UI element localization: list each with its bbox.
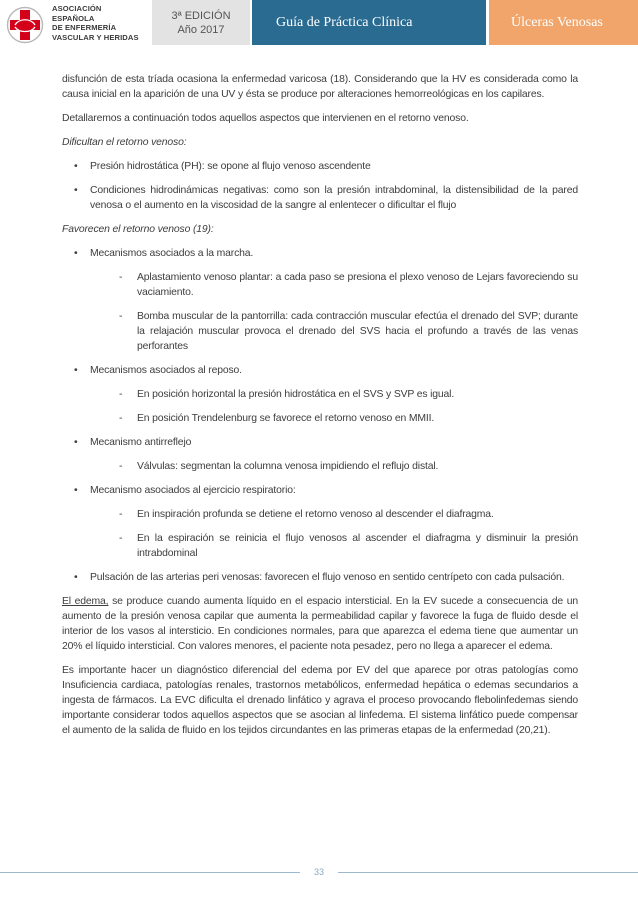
sublist-item-text: Aplastamiento venoso plantar: a cada paso se presiona el plexo venoso de Lejars favoreciendo su vaciamiento.	[137, 272, 578, 298]
dash-icon: -	[119, 272, 123, 283]
logo-line: DE ENFERMERÍA	[52, 23, 117, 33]
logo-line: VASCULAR Y HERIDAS	[52, 32, 139, 42]
association-logo	[4, 2, 144, 46]
sublist-item-text: En inspiración profunda se detiene el retorno venoso al descender el diafragma.	[137, 509, 494, 520]
list-item	[62, 246, 578, 354]
footer-rule-left	[0, 872, 300, 873]
bullet-icon: •	[74, 572, 78, 583]
bullet-icon: •	[74, 161, 78, 172]
dash-icon: -	[119, 509, 123, 520]
bullet-icon: •	[74, 185, 78, 196]
dash-icon: -	[119, 533, 123, 544]
sublist	[90, 270, 578, 354]
edema-term: El edema,	[62, 596, 109, 607]
sublist	[90, 459, 578, 474]
list-item-text: Mecanismo antirreflejo	[90, 437, 192, 448]
bullet-icon: •	[74, 365, 78, 376]
dash-icon: -	[119, 413, 123, 424]
logo-line: ESPAÑOLA	[52, 13, 95, 23]
paragraph: Es importante hacer un diagnóstico diferencial del edema por EV del que aparece por otras patologías como Insuficiencia cardiaca, patologías renales, trastornos metabólicos, enfermedad hepática o edemas secundarios a ingesta de fármacos. La EVC dificulta el drenado linfático y agrava el proceso provocando flebolinfedemas siendo importante considerar todos aquellos aspectos que se asocian al linfedema. El sistema linfático puede compensar el aumento de la salida de fluido en los tejidos circundantes en las primeras etapas de la enfermedad (20,21).	[62, 665, 578, 736]
subheading-dificultan: Dificultan el retorno venoso:	[62, 137, 187, 148]
paragraph: Detallaremos a continuación todos aquellos aspectos que intervienen en el retorno venoso.	[62, 113, 469, 124]
logo-line: ASOCIACIÓN	[52, 4, 102, 13]
list-item-text: Mecanismo asociados al ejercicio respiratorio:	[90, 485, 296, 496]
bullet-icon: •	[74, 437, 78, 448]
sublist-item-text: En posición horizontal la presión hidrostática en el SVS y SVP es igual.	[137, 389, 455, 400]
subheading-favorecen: Favorecen el retorno venoso (19):	[62, 224, 214, 235]
edema-text: se produce cuando aumenta líquido en el espacio intersticial. En la EV sucede a consecuencia de un aumento de la presión venosa capilar que aumenta la permeabilidad capilar y favorece la fuga de fluido desde el interior de los vasos al intersticio. En condiciones normales, para que aparezca el edema tiene que aumentar un 20% el líquido intersticial. Con valores menores, el paciente nota pesadez, pero no llega a aparecer el edema.	[62, 596, 578, 652]
list-favorecen	[62, 246, 578, 585]
bullet-icon: •	[74, 485, 78, 496]
sublist-item-text: En posición Trendelenburg se favorece el retorno venoso en MMII.	[137, 413, 435, 424]
footer-rule-right	[338, 872, 638, 873]
bullet-icon: •	[74, 248, 78, 259]
edition-label: 3ª EDICIÓN	[171, 10, 231, 22]
dash-icon: -	[119, 389, 123, 400]
list-item-text: Mecanismos asociados al reposo.	[90, 365, 242, 376]
red-cross-logo-icon	[6, 6, 44, 44]
paragraph: disfunción de esta tríada ocasiona la enfermedad varicosa (18). Considerando que la HV es considerada como la causa inicial en la aparición de una UV y ésta se produce por alteraciones hemorreológicas en los capilares.	[62, 74, 578, 100]
sublist-item	[90, 507, 578, 522]
sublist-item-text: En la espiración se reinicia el flujo venosos al ascender el diafragma y disminuir la presión intrabdominal	[137, 533, 578, 559]
sublist-item	[90, 270, 578, 300]
list-item-text: Presión hidrostática (PH): se opone al flujo venoso ascendente	[90, 161, 371, 172]
dash-icon: -	[119, 311, 123, 322]
list-item	[62, 159, 578, 174]
list-item	[62, 183, 578, 213]
sublist-item	[90, 387, 578, 402]
sublist-item-text: Bomba muscular de la pantorrilla: cada contracción muscular efectúa el drenado del SVP; durante la relajación muscular provoca el drenado del SVS hacia el profundo a través de las venas perforantes	[137, 311, 578, 352]
list-item	[62, 363, 578, 426]
sublist	[90, 507, 578, 561]
paragraph-edema	[62, 594, 578, 654]
list-item	[62, 570, 578, 585]
sublist-item	[90, 411, 578, 426]
guide-title: Guía de Práctica Clínica	[252, 0, 486, 45]
list-dificultan	[62, 159, 578, 213]
sublist-item-text: Válvulas: segmentan la columna venosa impidiendo el reflujo distal.	[137, 461, 439, 472]
page-header	[0, 0, 638, 48]
sublist-item	[90, 531, 578, 561]
logo-text	[52, 4, 139, 42]
dash-icon: -	[119, 461, 123, 472]
page-number: 33	[313, 867, 324, 877]
list-item	[62, 483, 578, 561]
page-content	[62, 72, 578, 747]
list-item	[62, 435, 578, 474]
edition-box	[152, 0, 250, 45]
sublist-item	[90, 309, 578, 354]
list-item-text: Mecanismos asociados a la marcha.	[90, 248, 254, 259]
list-item-text: Condiciones hidrodinámicas negativas: como son la presión intrabdominal, la distensibilidad de la pared venosa o el aumento en la viscosidad de la sangre al enlentecer o dificultar el flujo	[90, 185, 578, 211]
sublist	[90, 387, 578, 426]
list-item-text: Pulsación de las arterias peri venosas: favorecen el flujo venoso en sentido centrípeto con cada pulsación.	[90, 572, 565, 583]
edition-year: Año 2017	[177, 24, 225, 36]
topic-title: Úlceras Venosas	[489, 0, 638, 45]
sublist-item	[90, 459, 578, 474]
